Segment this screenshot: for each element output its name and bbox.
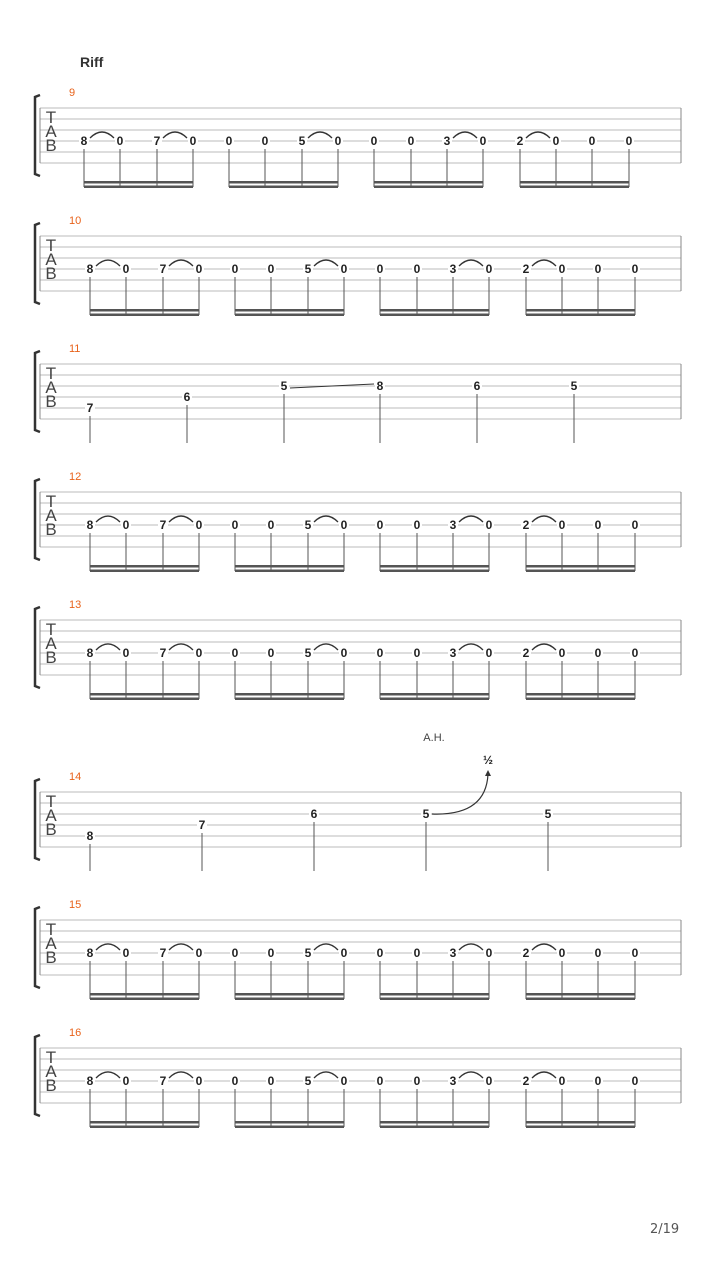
- tab-system: [35, 215, 681, 316]
- system-bracket: [35, 779, 40, 860]
- tab-clef-letter: T: [45, 920, 57, 939]
- fret-number: 7: [159, 946, 167, 960]
- fret-number: 8: [80, 134, 88, 148]
- fret-number: 0: [631, 946, 639, 960]
- fret-number: 0: [413, 1074, 421, 1088]
- tie-arc: [314, 944, 338, 950]
- fret-number: 5: [304, 1074, 312, 1088]
- system-bracket: [35, 907, 40, 988]
- tie-arc: [453, 132, 477, 138]
- measure-number: 16: [69, 1027, 82, 1039]
- beam: [374, 186, 483, 189]
- fret-number: 5: [304, 262, 312, 276]
- fret-number: 0: [231, 518, 239, 532]
- beam: [90, 698, 199, 701]
- fret-number: 2: [522, 946, 530, 960]
- fret-number: 6: [473, 379, 481, 393]
- beam: [380, 570, 489, 573]
- fret-number: 0: [594, 646, 602, 660]
- fret-number: 0: [267, 1074, 275, 1088]
- tie-arc: [532, 944, 556, 950]
- fret-number: 0: [334, 134, 342, 148]
- fret-number: 0: [376, 946, 384, 960]
- tie-arc: [459, 260, 483, 266]
- tie-arc: [532, 644, 556, 650]
- fret-number: 8: [86, 262, 94, 276]
- beam: [380, 1126, 489, 1129]
- tie-arc: [169, 260, 193, 266]
- beam: [526, 993, 635, 996]
- fret-number: 5: [280, 379, 288, 393]
- tab-clef-letter: A: [45, 934, 57, 953]
- fret-number: 8: [86, 646, 94, 660]
- fret-number: 3: [449, 1074, 457, 1088]
- beam: [526, 570, 635, 573]
- fret-number: 0: [231, 646, 239, 660]
- fret-number: 0: [267, 646, 275, 660]
- tie-arc: [163, 132, 187, 138]
- fret-number: 0: [122, 518, 130, 532]
- tie-arc: [96, 1072, 120, 1078]
- tie-arc: [459, 516, 483, 522]
- fret-number: 0: [631, 1074, 639, 1088]
- system-bracket: [35, 1035, 40, 1116]
- fret-number: 0: [376, 262, 384, 276]
- tie-arc: [169, 944, 193, 950]
- fret-number: 0: [413, 646, 421, 660]
- fret-number: 0: [189, 134, 197, 148]
- measure-number: 12: [69, 471, 82, 483]
- measure-number: 10: [69, 215, 82, 227]
- fret-number: 0: [122, 646, 130, 660]
- beam: [374, 181, 483, 184]
- tab-system: [35, 471, 681, 572]
- tie-arc: [532, 1072, 556, 1078]
- fret-number: 5: [570, 379, 578, 393]
- tab-system: [35, 87, 681, 188]
- fret-number: 0: [594, 1074, 602, 1088]
- fret-number: 2: [522, 518, 530, 532]
- bend-arrow-icon: [485, 770, 491, 776]
- fret-number: 0: [340, 262, 348, 276]
- tab-clef-letter: B: [45, 820, 57, 839]
- tie-arc: [459, 644, 483, 650]
- beam: [235, 570, 344, 573]
- tab-clef-letter: T: [45, 1048, 57, 1067]
- tie-arc: [96, 516, 120, 522]
- fret-number: 0: [485, 946, 493, 960]
- fret-number: 7: [159, 262, 167, 276]
- beam: [90, 1126, 199, 1129]
- tab-clef-letter: A: [45, 378, 57, 397]
- fret-number: 0: [485, 1074, 493, 1088]
- fret-number: 0: [340, 946, 348, 960]
- fret-number: 0: [485, 646, 493, 660]
- tie-arc: [169, 516, 193, 522]
- fret-number: 0: [625, 134, 633, 148]
- fret-number: 5: [298, 134, 306, 148]
- bend-amount: ½: [482, 753, 494, 767]
- fret-number: 0: [122, 1074, 130, 1088]
- fret-number: 0: [376, 1074, 384, 1088]
- fret-number: 0: [231, 1074, 239, 1088]
- tie-arc: [169, 644, 193, 650]
- beam: [229, 186, 338, 189]
- fret-number: 0: [631, 518, 639, 532]
- fret-number: 0: [552, 134, 560, 148]
- tab-clef-letter: A: [45, 806, 57, 825]
- beam: [90, 309, 199, 312]
- system-bracket: [35, 223, 40, 304]
- beam: [235, 698, 344, 701]
- tab-clef-letter: A: [45, 122, 57, 141]
- fret-number: 3: [449, 518, 457, 532]
- beam: [526, 565, 635, 568]
- fret-number: 0: [122, 946, 130, 960]
- fret-number: 0: [558, 946, 566, 960]
- measure-number: 11: [69, 343, 81, 355]
- tie-arc: [459, 944, 483, 950]
- fret-number: 3: [449, 262, 457, 276]
- tab-clef-letter: B: [45, 392, 57, 411]
- system-bracket: [35, 351, 40, 432]
- fret-number: 0: [267, 518, 275, 532]
- beam: [84, 186, 193, 189]
- fret-number: 3: [449, 646, 457, 660]
- fret-number: 0: [195, 646, 203, 660]
- fret-number: 0: [376, 646, 384, 660]
- fret-number: 0: [231, 946, 239, 960]
- fret-number: 0: [195, 946, 203, 960]
- fret-number: 5: [304, 518, 312, 532]
- measure-number: 13: [69, 599, 82, 611]
- beam: [526, 698, 635, 701]
- fret-number: 7: [198, 818, 206, 832]
- system-bracket: [35, 607, 40, 688]
- fret-number: 0: [631, 262, 639, 276]
- beam: [90, 993, 199, 996]
- fret-number: 7: [159, 1074, 167, 1088]
- beam: [380, 693, 489, 696]
- fret-number: 5: [544, 807, 552, 821]
- fret-number: 0: [195, 1074, 203, 1088]
- tab-clef-letter: T: [45, 364, 57, 383]
- tab-clef-letter: A: [45, 634, 57, 653]
- beam: [229, 181, 338, 184]
- fret-number: 0: [195, 262, 203, 276]
- beam: [526, 314, 635, 317]
- fret-number: 0: [485, 262, 493, 276]
- tab-system: [35, 599, 681, 700]
- system-bracket: [35, 95, 40, 176]
- fret-number: 0: [122, 262, 130, 276]
- fret-number: 0: [261, 134, 269, 148]
- bend-curve: [432, 774, 488, 814]
- fret-number: 0: [370, 134, 378, 148]
- fret-number: 0: [267, 946, 275, 960]
- system-bracket: [35, 479, 40, 560]
- tie-arc: [526, 132, 550, 138]
- fret-number: 0: [558, 1074, 566, 1088]
- beam: [235, 693, 344, 696]
- fret-number: 0: [594, 946, 602, 960]
- measure-number: 9: [69, 87, 76, 99]
- beam: [520, 186, 629, 189]
- fret-number: 2: [522, 1074, 530, 1088]
- fret-number: 7: [86, 401, 94, 415]
- tab-clef-letter: A: [45, 1062, 57, 1081]
- beam: [90, 570, 199, 573]
- tie-arc: [314, 644, 338, 650]
- tab-clef-letter: B: [45, 948, 57, 967]
- beam: [90, 998, 199, 1001]
- tie-arc: [96, 944, 120, 950]
- fret-number: 3: [449, 946, 457, 960]
- fret-number: 0: [558, 518, 566, 532]
- fret-number: 0: [407, 134, 415, 148]
- fret-number: 0: [376, 518, 384, 532]
- beam: [526, 693, 635, 696]
- section-title: Riff: [80, 54, 104, 70]
- beam: [235, 314, 344, 317]
- fret-number: 2: [522, 262, 530, 276]
- fret-number: 0: [340, 518, 348, 532]
- tab-clef-letter: A: [45, 506, 57, 525]
- fret-number: 7: [159, 646, 167, 660]
- fret-number: 6: [183, 390, 191, 404]
- beam: [380, 565, 489, 568]
- beam: [90, 565, 199, 568]
- tie-arc: [169, 1072, 193, 1078]
- beam: [520, 181, 629, 184]
- fret-number: 5: [304, 946, 312, 960]
- fret-number: 0: [485, 518, 493, 532]
- tab-system: [35, 732, 681, 871]
- tab-clef-letter: T: [45, 236, 57, 255]
- fret-number: 0: [413, 262, 421, 276]
- fret-number: 8: [86, 1074, 94, 1088]
- fret-number: 8: [376, 379, 384, 393]
- beam: [235, 998, 344, 1001]
- beam: [235, 993, 344, 996]
- tab-clef-letter: A: [45, 250, 57, 269]
- tab-clef-letter: B: [45, 648, 57, 667]
- beam: [380, 1121, 489, 1124]
- fret-number: 0: [413, 518, 421, 532]
- fret-number: 0: [558, 646, 566, 660]
- measure-number: 15: [69, 899, 82, 911]
- tab-system: [35, 1027, 681, 1128]
- tie-arc: [532, 516, 556, 522]
- fret-number: 0: [413, 946, 421, 960]
- tab-clef-letter: B: [45, 136, 57, 155]
- fret-number: 7: [153, 134, 161, 148]
- page-number: 2/19: [650, 1222, 680, 1237]
- fret-number: 8: [86, 829, 94, 843]
- fret-number: 0: [594, 262, 602, 276]
- fret-number: 0: [195, 518, 203, 532]
- fret-number: 7: [159, 518, 167, 532]
- fret-number: 0: [558, 262, 566, 276]
- fret-number: 0: [225, 134, 233, 148]
- beam: [235, 565, 344, 568]
- fret-number: 2: [522, 646, 530, 660]
- beam: [380, 993, 489, 996]
- tab-clef-letter: T: [45, 492, 57, 511]
- fret-number: 5: [304, 646, 312, 660]
- fret-number: 0: [479, 134, 487, 148]
- beam: [84, 181, 193, 184]
- beam: [526, 1126, 635, 1129]
- fret-number: 0: [340, 1074, 348, 1088]
- beam: [235, 309, 344, 312]
- tie-arc: [96, 260, 120, 266]
- tab-clef-letter: B: [45, 520, 57, 539]
- fret-number: 5: [422, 807, 430, 821]
- fret-number: 8: [86, 946, 94, 960]
- fret-number: 0: [231, 262, 239, 276]
- fret-number: 0: [631, 646, 639, 660]
- beam: [235, 1126, 344, 1129]
- tab-clef-letter: T: [45, 620, 57, 639]
- tie-arc: [308, 132, 332, 138]
- beam: [380, 998, 489, 1001]
- beam: [526, 998, 635, 1001]
- tab-system: [35, 343, 681, 443]
- tie-arc: [314, 1072, 338, 1078]
- tie-arc: [96, 644, 120, 650]
- tab-clef-letter: T: [45, 792, 57, 811]
- tie-arc: [314, 260, 338, 266]
- fret-number: 3: [443, 134, 451, 148]
- beam: [526, 309, 635, 312]
- beam: [526, 1121, 635, 1124]
- beam: [90, 314, 199, 317]
- tie-arc: [459, 1072, 483, 1078]
- tie-arc: [314, 516, 338, 522]
- tab-clef-letter: T: [45, 108, 57, 127]
- beam: [380, 314, 489, 317]
- fret-number: 6: [310, 807, 318, 821]
- fret-number: 0: [594, 518, 602, 532]
- tab-clef-letter: B: [45, 264, 57, 283]
- beam: [380, 309, 489, 312]
- tie-arc: [90, 132, 114, 138]
- fret-number: 2: [516, 134, 524, 148]
- fret-number: 8: [86, 518, 94, 532]
- measure-number: 14: [69, 771, 82, 783]
- harmonic-annotation: A.H.: [423, 732, 445, 744]
- fret-number: 0: [116, 134, 124, 148]
- fret-number: 0: [340, 646, 348, 660]
- fret-number: 0: [588, 134, 596, 148]
- beam: [380, 698, 489, 701]
- beam: [90, 693, 199, 696]
- beam: [90, 1121, 199, 1124]
- tie-arc: [532, 260, 556, 266]
- beam: [235, 1121, 344, 1124]
- tab-system: [35, 899, 681, 1000]
- tab-clef-letter: B: [45, 1076, 57, 1095]
- fret-number: 0: [267, 262, 275, 276]
